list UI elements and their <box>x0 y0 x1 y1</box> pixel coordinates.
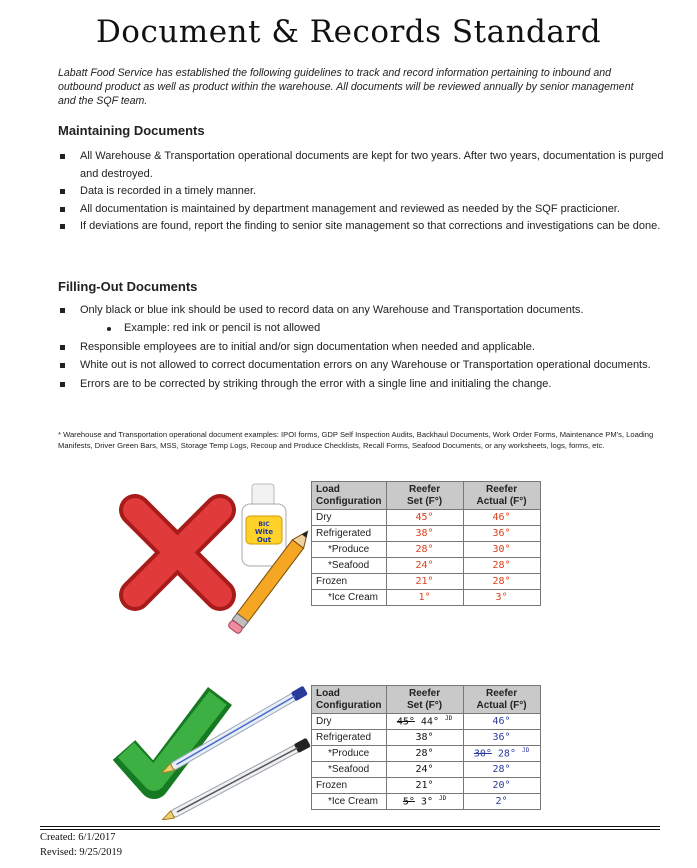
list-item: Errors are to be corrected by striking through the error with a single line and initialing the change. <box>58 376 664 394</box>
column-header: Load Configuration <box>312 686 387 714</box>
table-row: Frozen 21° 20° <box>312 778 541 794</box>
column-header: Reefer Actual (F°) <box>463 482 540 510</box>
table-row: Dry 45° 44° $^{JD}$ 46° <box>312 714 541 730</box>
table-row: Refrigerated 38° 36° <box>312 730 541 746</box>
column-header: Reefer Set (F°) <box>386 482 463 510</box>
svg-text:Wite: Wite <box>254 528 274 536</box>
list-subitem: Example: red ink or pencil is not allowed <box>58 320 664 338</box>
list-item: White out is not allowed to correct documentation errors on any Warehouse or Transportation operational documents. <box>58 357 664 375</box>
column-header: Reefer Actual (F°) <box>463 686 540 714</box>
svg-text:Out: Out <box>256 536 272 544</box>
section-heading-filling: Filling-Out Documents <box>58 279 198 294</box>
bad-example-table <box>311 481 541 606</box>
footnote: * Warehouse and Transportation operational document examples: IPOI forms, GDP Self Inspection Audits, Backhaul Documents, Work Order Forms, Maintenance PM's, Loading Manifests, Driver Green Bars, MSS, Storage Temp Logs, Recoup and Produce Checklists, Recall Forms, Seafood Documents, or any worksheets, logs, forms, etc. <box>58 430 654 450</box>
svg-text:BIC: BIC <box>258 521 270 528</box>
revised-date: Revised: 9/25/2019 <box>40 847 122 858</box>
list-item: All documentation is maintained by department management and reviewed as needed by the SQF practicioner. <box>58 201 664 219</box>
table-row: Refrigerated 38° 36° <box>312 526 541 542</box>
list-item: All Warehouse & Transportation operational documents are kept for two years. After two years, documentation is purged and destroyed. <box>58 148 664 183</box>
good-example-table <box>311 685 541 810</box>
table-row: *Ice Cream 1° 3° <box>312 590 541 606</box>
list-item: Data is recorded in a timely manner. <box>58 183 664 201</box>
whiteout-bottle-icon <box>242 484 286 566</box>
list-item: Only black or blue ink should be used to record data on any Warehouse and Transportation documents. <box>58 302 664 320</box>
bad-example-illustration <box>110 480 310 640</box>
table-row: Frozen 21° 28° <box>312 574 541 590</box>
column-header: Reefer Set (F°) <box>386 686 463 714</box>
table-row: *Produce 28° 30° 28° $^{JD}$ <box>312 746 541 762</box>
footer-rule <box>40 829 660 830</box>
maintaining-list <box>58 148 664 236</box>
table-row: *Produce 28° 30° <box>312 542 541 558</box>
table-row: Dry 45° 46° <box>312 510 541 526</box>
red-x-icon <box>135 510 220 595</box>
table-row: *Seafood 24° 28° <box>312 762 541 778</box>
footer-rule <box>40 826 660 827</box>
list-item: If deviations are found, report the finding to senior site management so that corrections and investigations can be done. <box>58 218 664 236</box>
good-example-illustration <box>110 680 315 820</box>
section-heading-maintaining: Maintaining Documents <box>58 123 205 138</box>
page-title: Document & Records Standard <box>95 14 602 50</box>
table-row: *Ice Cream 5° 3° $^{JD}$ 2° <box>312 794 541 810</box>
list-item: Responsible employees are to initial and/or sign documentation when needed and applicable. <box>58 339 664 357</box>
filling-list <box>58 302 664 394</box>
intro-paragraph: Labatt Food Service has established the following guidelines to track and record information pertaining to inbound and outbound product as well as product within the warehouse. All documents will be reviewed annually by senior management and the SQF team. <box>58 67 634 107</box>
column-header: Load Configuration <box>312 482 387 510</box>
table-row: *Seafood 24° 28° <box>312 558 541 574</box>
created-date: Created: 6/1/2017 <box>40 832 116 843</box>
